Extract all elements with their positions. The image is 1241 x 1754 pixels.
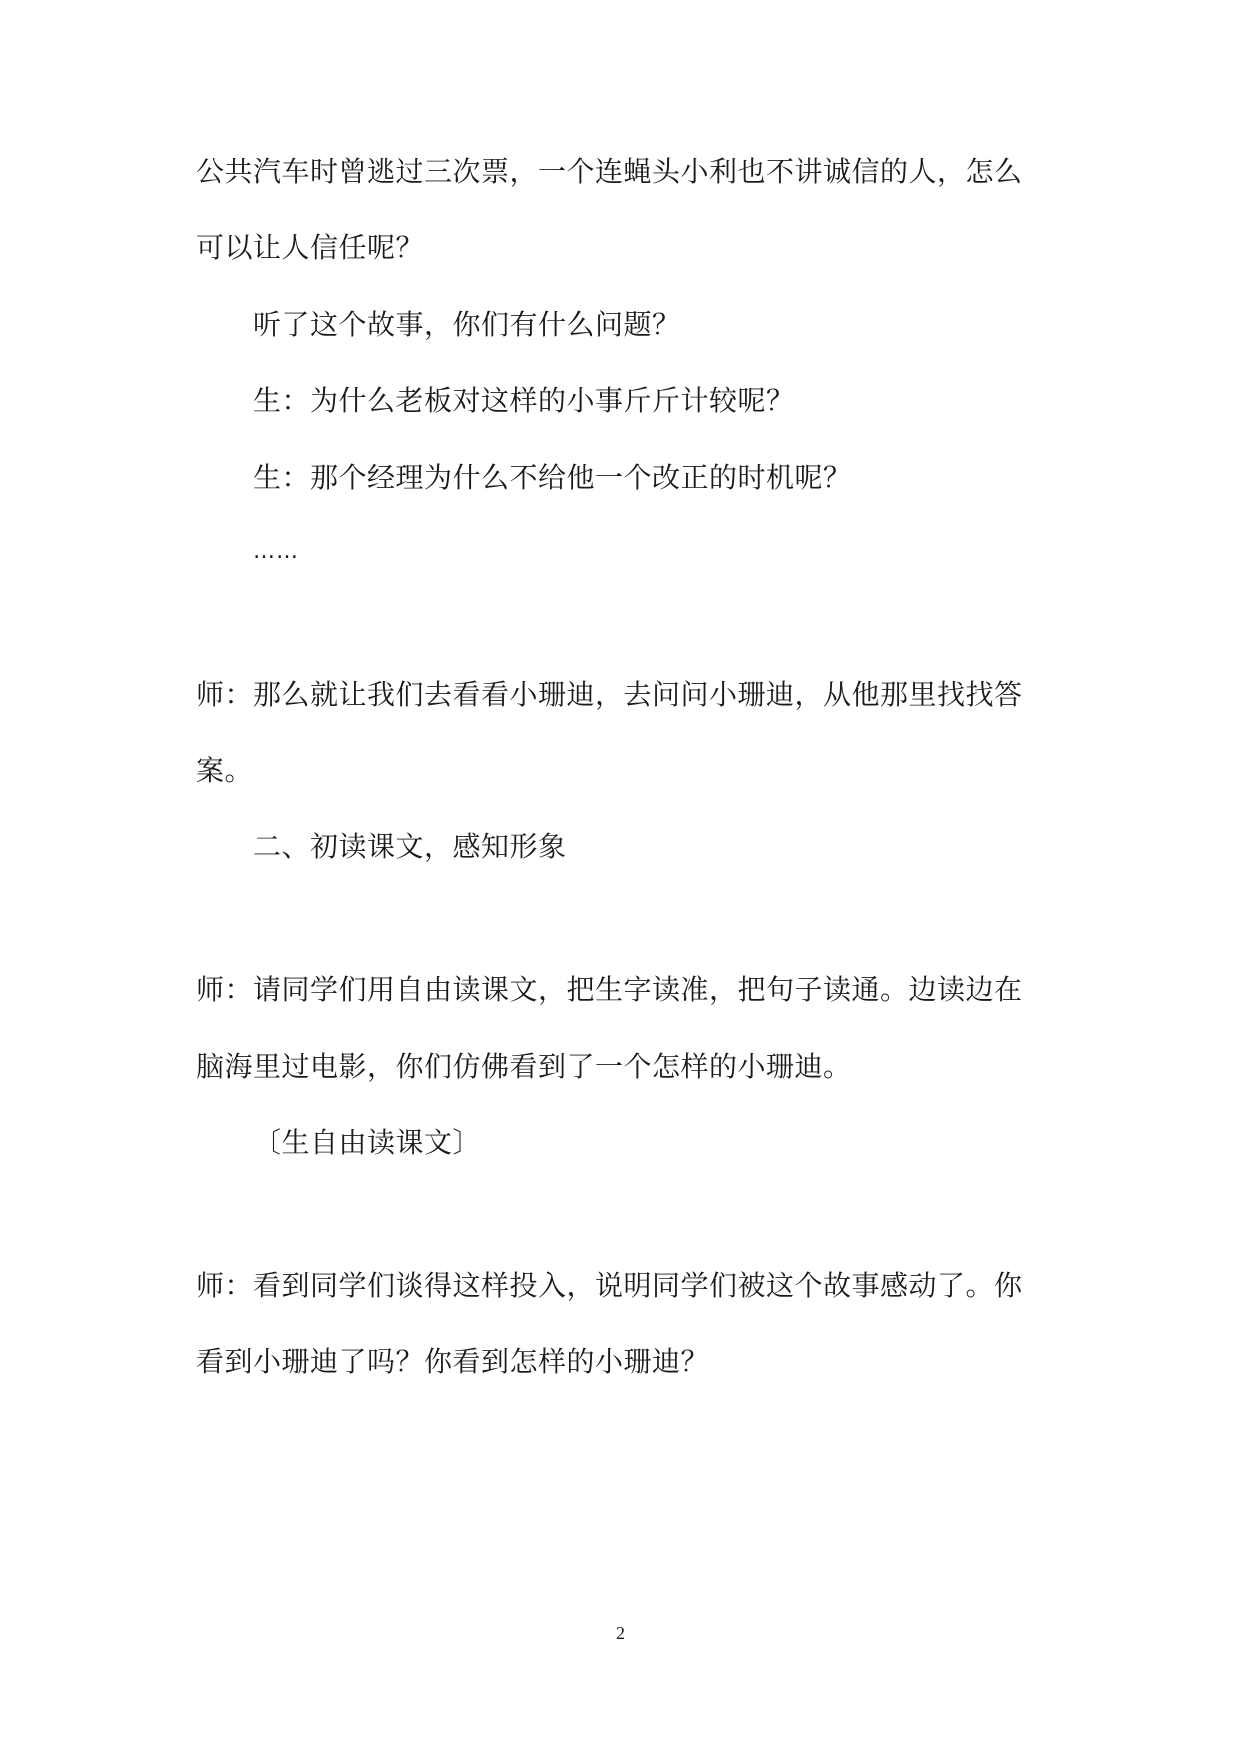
- student-answer-line: 生：那个经理为什么不给他一个改正的时机呢？: [253, 461, 852, 494]
- paragraph-line: 听了这个故事，你们有什么问题？: [253, 308, 681, 341]
- page-number: 2: [616, 1623, 625, 1643]
- ellipsis-line: ……: [253, 539, 299, 564]
- teacher-line: 师：那么就让我们去看看小珊迪，去问问小珊迪，从他那里找找答: [196, 678, 1023, 711]
- paragraph-line: 可以让人信任呢？: [196, 231, 425, 264]
- student-answer-line: 生：为什么老板对这样的小事斤斤计较呢？: [253, 384, 795, 417]
- teacher-line: 师：看到同学们谈得这样投入，说明同学们被这个故事感动了。你: [196, 1269, 1023, 1302]
- teacher-line: 脑海里过电影，你们仿佛看到了一个怎样的小珊迪。: [196, 1050, 852, 1083]
- teacher-line: 师：请同学们用自由读课文，把生字读准，把句子读通。边读边在: [196, 973, 1023, 1006]
- stage-direction-line: 〔生自由读课文〕: [253, 1126, 482, 1159]
- section-heading: 二、初读课文，感知形象: [253, 830, 567, 863]
- teacher-line: 案。: [196, 754, 254, 787]
- teacher-line: 看到小珊迪了吗？你看到怎样的小珊迪？: [196, 1345, 710, 1378]
- paragraph-line: 公共汽车时曾逃过三次票，一个连蝇头小利也不讲诚信的人，怎么: [196, 155, 1023, 188]
